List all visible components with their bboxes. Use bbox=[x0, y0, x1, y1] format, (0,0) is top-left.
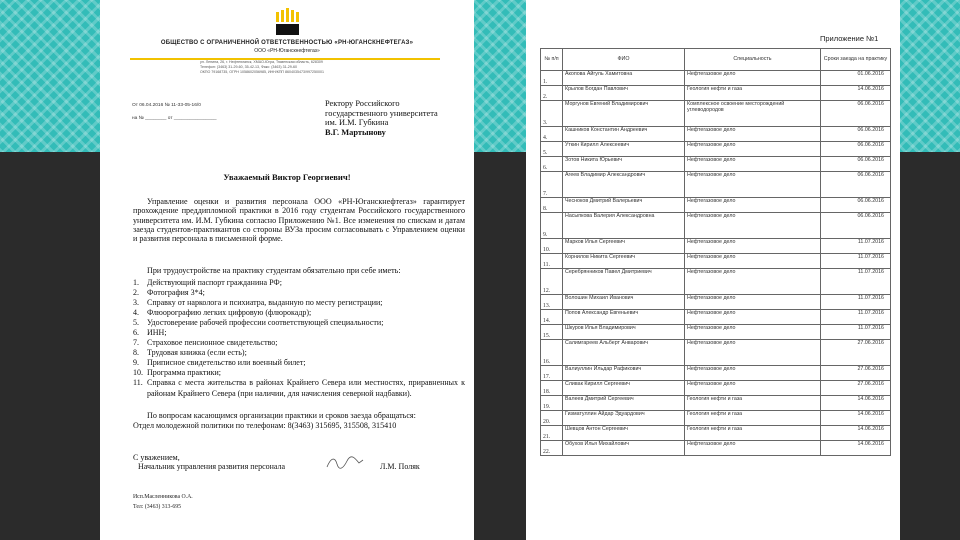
item-number: 4. bbox=[133, 308, 139, 318]
table-row bbox=[541, 396, 891, 411]
table-row bbox=[541, 71, 891, 86]
item-number: 10. bbox=[133, 368, 143, 378]
company-address-line: Телефон: (3463) 31-29-60, 35-42-13, Факс: (3463) 31-29-60 bbox=[200, 65, 297, 69]
student-specialty: Нефтегазовое дело bbox=[685, 172, 821, 198]
list-item bbox=[133, 308, 465, 318]
item-number: 3. bbox=[133, 298, 139, 308]
header-divider bbox=[130, 58, 440, 60]
arrival-date: 14.06.2016 bbox=[821, 411, 891, 426]
student-name: Насыпкова Валерия Александровна bbox=[563, 213, 685, 239]
item-number: 5. bbox=[133, 318, 139, 328]
student-specialty: Нефтегазовое дело bbox=[685, 198, 821, 213]
student-specialty: Геология нефти и газа bbox=[685, 411, 821, 426]
student-name: Корнилов Никита Сергеевич bbox=[563, 254, 685, 269]
table-row bbox=[541, 127, 891, 142]
arrival-date: 06.06.2016 bbox=[821, 101, 891, 127]
item-text: Трудовая книжка (если есть); bbox=[147, 348, 247, 358]
row-number: 15. bbox=[541, 325, 563, 340]
row-number: 6. bbox=[541, 157, 563, 172]
student-specialty: Нефтегазовое дело bbox=[685, 127, 821, 142]
table-row bbox=[541, 325, 891, 340]
student-specialty: Нефтегазовое дело bbox=[685, 381, 821, 396]
row-number: 3. bbox=[541, 101, 563, 127]
item-number: 7. bbox=[133, 338, 139, 348]
student-specialty: Нефтегазовое дело bbox=[685, 310, 821, 325]
student-name: Сливак Кирилл Сергеевич bbox=[563, 381, 685, 396]
letter-reference-from: От 06.04.2016 № 11-33-05-16/0 bbox=[132, 103, 201, 108]
contact-line: Отдел молодежной политики по телефонам: 8(3463) 315695, 315508, 315410 bbox=[133, 421, 397, 430]
company-short-name: ООО «РН-Юганскнефтегаз» bbox=[254, 48, 320, 54]
student-name: Валеев Дмитрий Сергеевич bbox=[563, 396, 685, 411]
arrival-date: 11.07.2016 bbox=[821, 239, 891, 254]
arrival-date: 14.06.2016 bbox=[821, 396, 891, 411]
row-number: 21. bbox=[541, 426, 563, 441]
recipient-name: В.Г. Мартынову bbox=[325, 127, 386, 137]
row-number: 18. bbox=[541, 381, 563, 396]
student-name: Кашников Константин Андреевич bbox=[563, 127, 685, 142]
row-number: 1. bbox=[541, 71, 563, 86]
arrival-date: 06.06.2016 bbox=[821, 127, 891, 142]
arrival-date: 06.06.2016 bbox=[821, 198, 891, 213]
student-specialty: Нефтегазовое дело bbox=[685, 340, 821, 366]
student-name: Шкуров Илья Владимирович bbox=[563, 325, 685, 340]
column-header-specialty: Специальность bbox=[685, 49, 821, 71]
table-row bbox=[541, 239, 891, 254]
item-text: Справка с места жительства в районах Крайнего Севера или местностях, приравненных к районам Крайнего Севера (при наличии, для начисления северной надбавки). bbox=[147, 378, 465, 398]
signer-position: Начальник управления развития персонала bbox=[138, 462, 286, 472]
arrival-date: 14.06.2016 bbox=[821, 86, 891, 101]
table-row bbox=[541, 269, 891, 295]
row-number: 14. bbox=[541, 310, 563, 325]
arrival-date: 06.06.2016 bbox=[821, 172, 891, 198]
student-name: Акопова Айгуль Хамитовна bbox=[563, 71, 685, 86]
column-header-num: № п/п bbox=[541, 49, 563, 71]
letter-page bbox=[100, 0, 474, 540]
arrival-date: 06.06.2016 bbox=[821, 157, 891, 172]
student-name: Агеев Владимир Александрович bbox=[563, 172, 685, 198]
arrival-date: 11.07.2016 bbox=[821, 310, 891, 325]
student-specialty: Нефтегазовое дело bbox=[685, 213, 821, 239]
student-name: Обухов Илья Михайлович bbox=[563, 441, 685, 456]
arrival-date: 27.06.2016 bbox=[821, 381, 891, 396]
arrival-date: 14.06.2016 bbox=[821, 426, 891, 441]
table-header-row bbox=[541, 49, 891, 71]
executor-name: Исп.Масленникова О.А. bbox=[133, 494, 193, 500]
student-specialty: Нефтегазовое дело bbox=[685, 254, 821, 269]
arrival-date: 14.06.2016 bbox=[821, 441, 891, 456]
item-number: 6. bbox=[133, 328, 139, 338]
recipient-line: Ректору Российского bbox=[325, 99, 400, 108]
student-name: Волошин Михаил Иванович bbox=[563, 295, 685, 310]
arrival-date: 27.06.2016 bbox=[821, 340, 891, 366]
table-row bbox=[541, 340, 891, 366]
row-number: 19. bbox=[541, 396, 563, 411]
student-specialty: Нефтегазовое дело bbox=[685, 269, 821, 295]
list-item bbox=[133, 358, 465, 368]
item-text: ИНН; bbox=[147, 328, 167, 338]
student-specialty: Геология нефти и газа bbox=[685, 396, 821, 411]
row-number: 10. bbox=[541, 239, 563, 254]
column-header-name: ФИО bbox=[563, 49, 685, 71]
student-name: Шевцов Антон Сергеевич bbox=[563, 426, 685, 441]
executor-phone: Тел: (3463) 313-695 bbox=[133, 504, 182, 510]
arrival-date: 11.07.2016 bbox=[821, 295, 891, 310]
item-text: Программа практики; bbox=[147, 368, 222, 378]
row-number: 2. bbox=[541, 86, 563, 101]
company-address-line: ОКПО 79168735, ОГРН 1058602056985, ИНН/КПП 8604035473/997250001 bbox=[200, 70, 324, 74]
student-specialty: Комплексное освоение месторождений углеводородов bbox=[685, 101, 821, 127]
row-number: 7. bbox=[541, 172, 563, 198]
item-text: Страховое пенсионное свидетельство; bbox=[147, 338, 278, 348]
arrival-date: 11.07.2016 bbox=[821, 254, 891, 269]
list-item bbox=[133, 348, 465, 358]
student-specialty: Нефтегазовое дело bbox=[685, 366, 821, 381]
row-number: 8. bbox=[541, 198, 563, 213]
list-item bbox=[133, 318, 465, 328]
row-number: 22. bbox=[541, 441, 563, 456]
item-text: Действующий паспорт гражданина РФ; bbox=[147, 278, 282, 287]
student-specialty: Нефтегазовое дело bbox=[685, 325, 821, 340]
arrival-date: 27.06.2016 bbox=[821, 366, 891, 381]
student-name: Серебрянников Павел Дмитриевич bbox=[563, 269, 685, 295]
item-number: 8. bbox=[133, 348, 139, 358]
student-name: Моргунов Евгений Владимирович bbox=[563, 101, 685, 127]
signature-icon bbox=[325, 455, 365, 471]
arrival-date: 11.07.2016 bbox=[821, 325, 891, 340]
row-number: 20. bbox=[541, 411, 563, 426]
recipient-block bbox=[325, 99, 470, 137]
list-item bbox=[133, 338, 465, 348]
salutation: Уважаемый Виктор Георгиевич! bbox=[223, 172, 351, 182]
student-name: Попов Александр Евгеньевич bbox=[563, 310, 685, 325]
recipient-line: им. И.М. Губкина bbox=[325, 118, 389, 128]
row-number: 16. bbox=[541, 340, 563, 366]
table-row bbox=[541, 426, 891, 441]
letter-paragraph: При трудоустройстве на практику студентам обязательно при себе иметь: bbox=[147, 266, 401, 275]
letter-paragraph: Управление оценки и развития персонала ООО «РН-Юганскнефтегаз» гарантирует прохождение преддипломной практики в 2016 году студентам Российского государственного университета им. И.М. Губкина согласно Приложению №1. Все изменения по спискам и датам заезда студентов-практикантов со стороны ВУЗа просим согласовывать с Управлением оценки и развития персонала в письменной форме. bbox=[133, 197, 465, 244]
student-name: Крылов Богдан Павлович bbox=[563, 86, 685, 101]
student-name: Чесноков Дмитрий Валерьевич bbox=[563, 198, 685, 213]
row-number: 4. bbox=[541, 127, 563, 142]
list-item bbox=[133, 288, 465, 298]
appendix-page bbox=[526, 0, 900, 540]
table-row bbox=[541, 157, 891, 172]
table-row bbox=[541, 213, 891, 239]
item-number: 1. bbox=[133, 278, 139, 287]
list-item bbox=[133, 328, 465, 338]
signer-name: Л.М. Поляк bbox=[380, 462, 420, 471]
student-specialty: Геология нефти и газа bbox=[685, 86, 821, 101]
company-address-line: ул. Ленина, 26, г. Нефтеюганск, ХМАО-Югра, Тюменская область, 628309 bbox=[200, 60, 323, 64]
item-text: Удостоверение рабочей профессии соответствующей специальности; bbox=[147, 318, 384, 328]
student-name: Валиуллин Ильдар Рафикович bbox=[563, 366, 685, 381]
student-name: Гизматуллин Айдар Эдуардович bbox=[563, 411, 685, 426]
rosneft-logo-icon bbox=[274, 8, 300, 36]
arrival-date: 06.06.2016 bbox=[821, 142, 891, 157]
student-name: Зотов Никита Юрьевич bbox=[563, 157, 685, 172]
item-text: Флюорографию легких цифровую (флюрокадр); bbox=[147, 308, 312, 318]
table-row bbox=[541, 101, 891, 127]
row-number: 9. bbox=[541, 213, 563, 239]
list-item bbox=[133, 298, 465, 308]
company-name: ОБЩЕСТВО С ОГРАНИЧЕННОЙ ОТВЕТСТВЕННОСТЬЮ «РН-ЮГАНСКНЕФТЕГАЗ» bbox=[160, 40, 414, 46]
student-specialty: Нефтегазовое дело bbox=[685, 441, 821, 456]
item-number: 11. bbox=[133, 378, 143, 388]
row-number: 5. bbox=[541, 142, 563, 157]
item-text: Справку от нарколога и психиатра, выданную по месту регистрации; bbox=[147, 298, 383, 308]
recipient-line: государственного университета bbox=[325, 108, 438, 118]
arrival-date: 06.06.2016 bbox=[821, 213, 891, 239]
item-number: 9. bbox=[133, 358, 139, 368]
list-item bbox=[133, 278, 465, 288]
table-row bbox=[541, 295, 891, 310]
table-row bbox=[541, 198, 891, 213]
table-row bbox=[541, 310, 891, 325]
item-number: 2. bbox=[133, 288, 139, 298]
item-text: Фотография 3*4; bbox=[147, 288, 205, 298]
student-specialty: Нефтегазовое дело bbox=[685, 142, 821, 157]
student-specialty: Нефтегазовое дело bbox=[685, 157, 821, 172]
row-number: 13. bbox=[541, 295, 563, 310]
letter-paragraph: По вопросам касающимся организации практики и сроков заезда обращаться: bbox=[147, 411, 416, 420]
table-row bbox=[541, 254, 891, 269]
student-specialty: Геология нефти и газа bbox=[685, 426, 821, 441]
item-text: Приписное свидетельство или военный билет; bbox=[147, 358, 306, 368]
requirements-list bbox=[133, 278, 465, 399]
row-number: 12. bbox=[541, 269, 563, 295]
arrival-date: 01.06.2016 bbox=[821, 71, 891, 86]
column-header-dates: Сроки заезда на практику bbox=[821, 49, 891, 71]
table-row bbox=[541, 366, 891, 381]
arrival-date: 11.07.2016 bbox=[821, 269, 891, 295]
students-table bbox=[540, 48, 891, 456]
table-row bbox=[541, 86, 891, 101]
student-specialty: Нефтегазовое дело bbox=[685, 71, 821, 86]
table-row bbox=[541, 441, 891, 456]
table-row bbox=[541, 381, 891, 396]
table-row bbox=[541, 172, 891, 198]
student-name: Марков Илья Сергеевич bbox=[563, 239, 685, 254]
student-name: Салимгареев Альберт Анварович bbox=[563, 340, 685, 366]
table-row bbox=[541, 411, 891, 426]
row-number: 17. bbox=[541, 366, 563, 381]
closing-greeting: С уважением, bbox=[133, 453, 180, 462]
student-specialty: Нефтегазовое дело bbox=[685, 295, 821, 310]
table-row bbox=[541, 142, 891, 157]
letter-reference-to: на № ________ от ________________ bbox=[132, 116, 217, 121]
student-specialty: Нефтегазовое дело bbox=[685, 239, 821, 254]
list-item bbox=[133, 368, 465, 378]
list-item bbox=[133, 378, 465, 398]
row-number: 11. bbox=[541, 254, 563, 269]
student-name: Уткин Кирилл Алексеевич bbox=[563, 142, 685, 157]
appendix-title: Приложение №1 bbox=[820, 34, 879, 43]
